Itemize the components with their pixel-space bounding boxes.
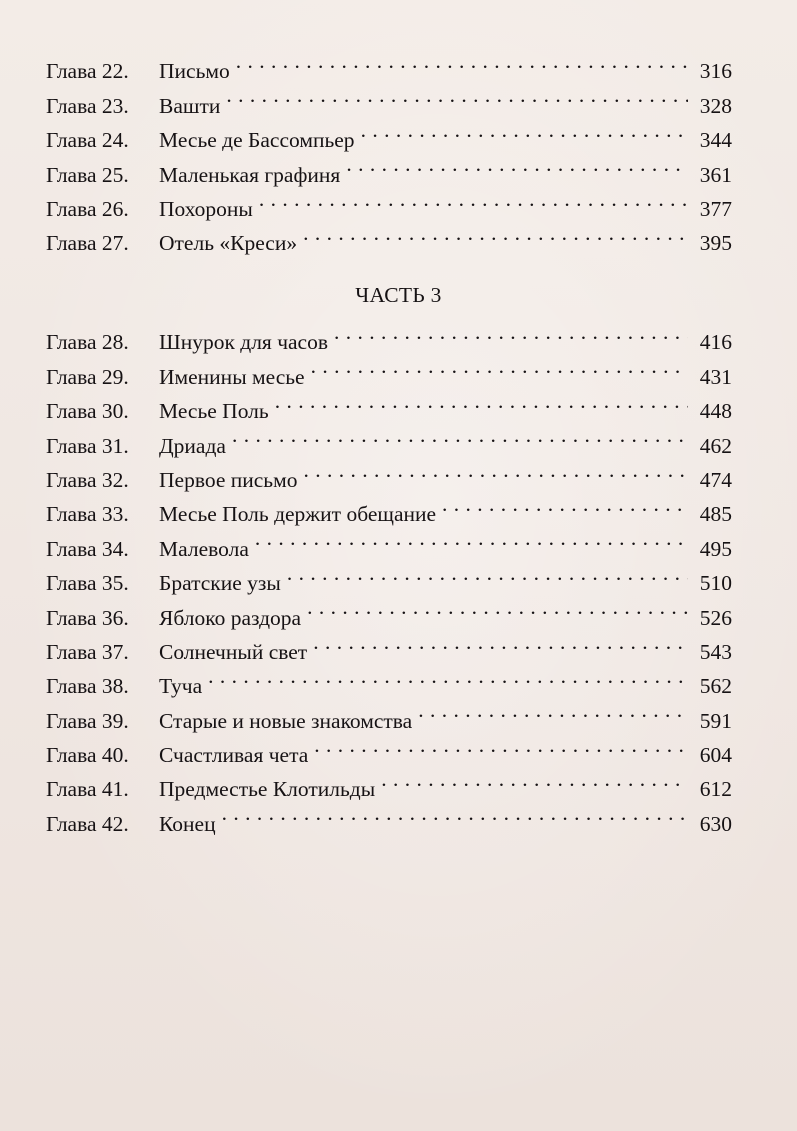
chapter-page-number: 562 [699,674,732,699]
dot-leader [259,182,688,216]
chapter-title: Шнурок для часов [159,330,328,355]
chapter-number: Глава 27. [46,231,129,256]
chapter-title: Письмо [159,59,230,84]
chapter-number: Глава 40. [46,743,129,768]
chapter-number: Глава 24. [46,128,129,153]
chapter-number: Глава 23. [46,93,129,118]
chapter-page-number: 612 [699,777,732,802]
chapter-title: Счастливая чета [159,743,309,768]
chapter-title: Малевола [159,536,249,561]
dot-leader [232,418,688,452]
dot-leader [303,216,688,250]
chapter-number: Глава 31. [46,433,129,458]
chapter-title: Солнечный свет [159,639,308,664]
chapter-page-number: 316 [699,59,732,84]
chapter-number: Глава 36. [46,605,129,630]
dot-leader [303,453,688,487]
chapter-number: Глава 28. [46,330,129,355]
chapter-number: Глава 25. [46,162,129,187]
chapter-page-number: 495 [699,536,732,561]
chapter-number: Глава 41. [46,777,129,802]
chapter-page-number: 604 [699,743,732,768]
toc-entry [46,44,732,84]
chapter-number: Глава 22. [46,59,129,84]
chapter-title: Маленькая графиня [159,162,341,187]
chapter-page-number: 395 [699,231,732,256]
chapter-number: Глава 32. [46,467,129,492]
chapter-title: Предместье Клотильды [159,777,376,802]
chapter-title: Туча [159,674,203,699]
dot-leader [226,78,688,112]
dot-leader [311,349,688,383]
chapter-number: Глава 37. [46,639,129,664]
chapter-number: Глава 35. [46,571,129,596]
chapter-page-number: 462 [699,433,732,458]
chapter-title: Братские узы [159,571,281,596]
chapter-title: Месье Поль [159,399,269,424]
chapter-title: Отель «Креси» [159,231,298,256]
chapter-page-number: 328 [699,93,732,118]
chapter-title: Яблоко раздора [159,605,302,630]
chapter-page-number: 448 [699,399,732,424]
chapter-page-number: 510 [699,571,732,596]
dot-leader [442,487,688,521]
chapter-number: Глава 38. [46,674,129,699]
chapter-number: Глава 29. [46,364,129,389]
chapter-page-number: 344 [699,128,732,153]
chapter-title: Именины месье [159,364,305,389]
chapter-title: Первое письмо [159,467,298,492]
dot-leader [313,625,688,659]
dot-leader [222,796,688,830]
chapter-number: Глава 30. [46,399,129,424]
chapter-title: Месье де Бассомпьер [159,128,355,153]
dot-leader [314,728,688,762]
dot-leader [346,147,688,181]
chapter-page-number: 377 [699,196,732,221]
dot-leader [381,762,688,796]
toc-list-part3 [46,315,732,836]
dot-leader [255,521,688,555]
chapter-title: Конец [159,811,216,836]
dot-leader [236,44,688,78]
dot-leader [275,384,688,418]
dot-leader [307,590,688,624]
toc-list-part2 [46,44,732,256]
chapter-title: Старые и новые знакомства [159,708,413,733]
chapter-page-number: 474 [699,467,732,492]
chapter-number: Глава 34. [46,536,129,561]
part-3-heading: ЧАСТЬ 3 [355,283,442,307]
chapter-number: Глава 42. [46,811,129,836]
dot-leader [418,693,688,727]
dot-leader [208,659,688,693]
chapter-page-number: 543 [699,639,732,664]
chapter-page-number: 591 [699,708,732,733]
chapter-page-number: 526 [699,605,732,630]
chapter-page-number: 485 [699,502,732,527]
chapter-page-number: 416 [699,330,732,355]
toc-entry [46,315,732,355]
chapter-title: Похороны [159,196,253,221]
dot-leader [334,315,688,349]
dot-leader [361,113,688,147]
chapter-title: Месье Поль держит обещание [159,502,437,527]
dot-leader [287,556,688,590]
chapter-page-number: 630 [699,811,732,836]
chapter-number: Глава 33. [46,502,129,527]
chapter-title: Дриада [159,433,226,458]
chapter-page-number: 361 [699,162,732,187]
chapter-number: Глава 39. [46,708,129,733]
chapter-title: Вашти [159,93,221,118]
chapter-number: Глава 26. [46,196,129,221]
chapter-page-number: 431 [699,364,732,389]
